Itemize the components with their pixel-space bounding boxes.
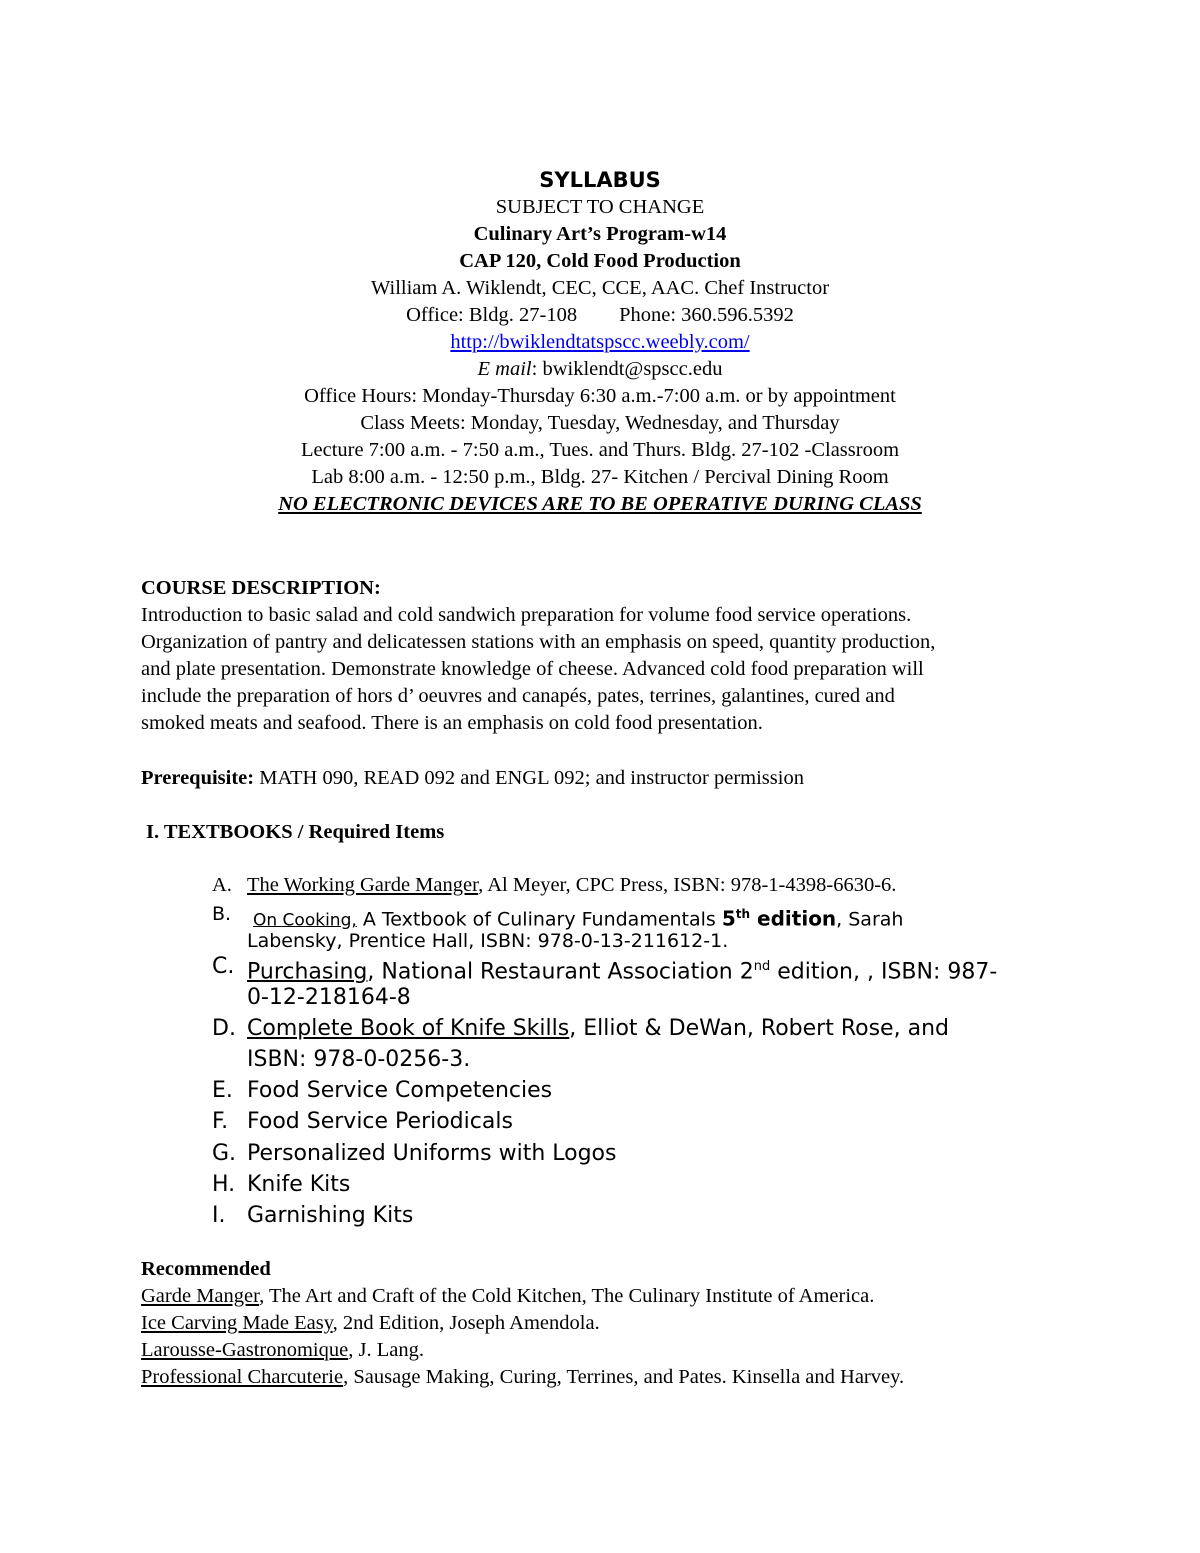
recommended-item: Garde Manger, The Art and Craft of the Cold Kitchen, The Culinary Institute of America.	[141, 1285, 875, 1307]
book-title: Complete Book of Knife Skills	[247, 1016, 570, 1041]
book-title: On Cooking,	[253, 910, 357, 931]
prerequisite-text: MATH 090, READ 092 and ENGL 092; and instructor permission	[254, 767, 804, 789]
program-name: Culinary Art’s Program-w14	[473, 223, 727, 245]
recommended-item: Larousse-Gastronomique, J. Lang.	[141, 1339, 424, 1361]
office-location: Office: Bldg. 27-108	[406, 304, 578, 326]
office-hours: Office Hours: Monday-Thursday 6:30 a.m.-7:00 a.m. or by appointment	[304, 385, 896, 407]
course-description-line: Organization of pantry and delicatessen stations with an emphasis on speed, quantity production,	[141, 631, 936, 653]
email-label: E mail	[477, 358, 532, 380]
course-name: CAP 120, Cold Food Production	[459, 250, 741, 272]
subtitle: SUBJECT TO CHANGE	[495, 196, 705, 218]
class-meets: Class Meets: Monday, Tuesday, Wednesday, and Thursday	[360, 412, 840, 434]
book-title: Ice Carving Made Easy	[141, 1312, 333, 1334]
book-title: Purchasing	[247, 959, 368, 985]
course-description-line: Introduction to basic salad and cold sandwich preparation for volume food service operations.	[141, 604, 912, 626]
lecture-schedule: Lecture 7:00 a.m. - 7:50 a.m., Tues. and Thurs. Bldg. 27-102 -Classroom	[300, 439, 900, 461]
book-title: Garde Manger	[141, 1285, 260, 1307]
textbooks-heading: I. TEXTBOOKS / Required Items	[146, 821, 445, 843]
course-description-heading: COURSE DESCRIPTION:	[141, 577, 381, 599]
recommended-heading: Recommended	[141, 1258, 271, 1280]
book-title: Professional Charcuterie	[141, 1366, 344, 1388]
lab-schedule: Lab 8:00 a.m. - 12:50 p.m., Bldg. 27- Kitchen / Percival Dining Room	[311, 466, 889, 488]
recommended-item: Professional Charcuterie, Sausage Making, Curing, Terrines, and Pates. Kinsella and Harvey.	[141, 1366, 905, 1388]
course-description-line: and plate presentation. Demonstrate knowledge of cheese. Advanced cold food preparation will	[141, 658, 924, 680]
page-title: SYLLABUS	[539, 168, 661, 192]
electronic-devices-notice: NO ELECTRONIC DEVICES ARE TO BE OPERATIVE DURING CLASS	[278, 493, 922, 515]
recommended-item: Ice Carving Made Easy, 2nd Edition, Joseph Amendola.	[141, 1312, 600, 1334]
book-title: The Working Garde Manger	[247, 874, 479, 896]
website-link[interactable]: http://bwiklendtatspscc.weebly.com/	[450, 331, 750, 353]
instructor-name: William A. Wiklendt, CEC, CCE, AAC. Chef Instructor	[370, 277, 830, 299]
textbooks-list: A. The Working Garde Manger, Al Meyer, CPC Press, ISBN: 978-1-4398-6630-6. B. On Cooking, A Textbook of Culinary Fundamentals 5th edition, Sarah Labensky, Prentice Hall, ISBN: 978-0-13-211612-1. C. Purchasing, National Restaurant Association 2nd edition, , ISBN: 987- 0-12-218164-8 D. Complete Book of Knife Skills, Elliot & DeWan, Robert Rose, and ISBN: 978-0-0256-3. E. Food Service Competencies F. Food Service Periodicals G. Personalized Uniforms with Logos H. Knife Kits I. Garnishing Kits	[212, 874, 998, 1228]
recommended-section	[141, 1256, 904, 1391]
course-description-line: include the preparation of hors d’ oeuvres and canapés, pates, terrines, galantines, cured and	[141, 685, 895, 707]
phone-number: Phone: 360.596.5392	[619, 304, 794, 326]
prerequisite-label: Prerequisite:	[141, 767, 255, 789]
book-title: Larousse-Gastronomique	[141, 1339, 349, 1361]
email-address: : bwiklendt@spscc.edu	[531, 358, 723, 380]
course-description-line: smoked meats and seafood. There is an emphasis on cold food presentation.	[141, 712, 763, 734]
